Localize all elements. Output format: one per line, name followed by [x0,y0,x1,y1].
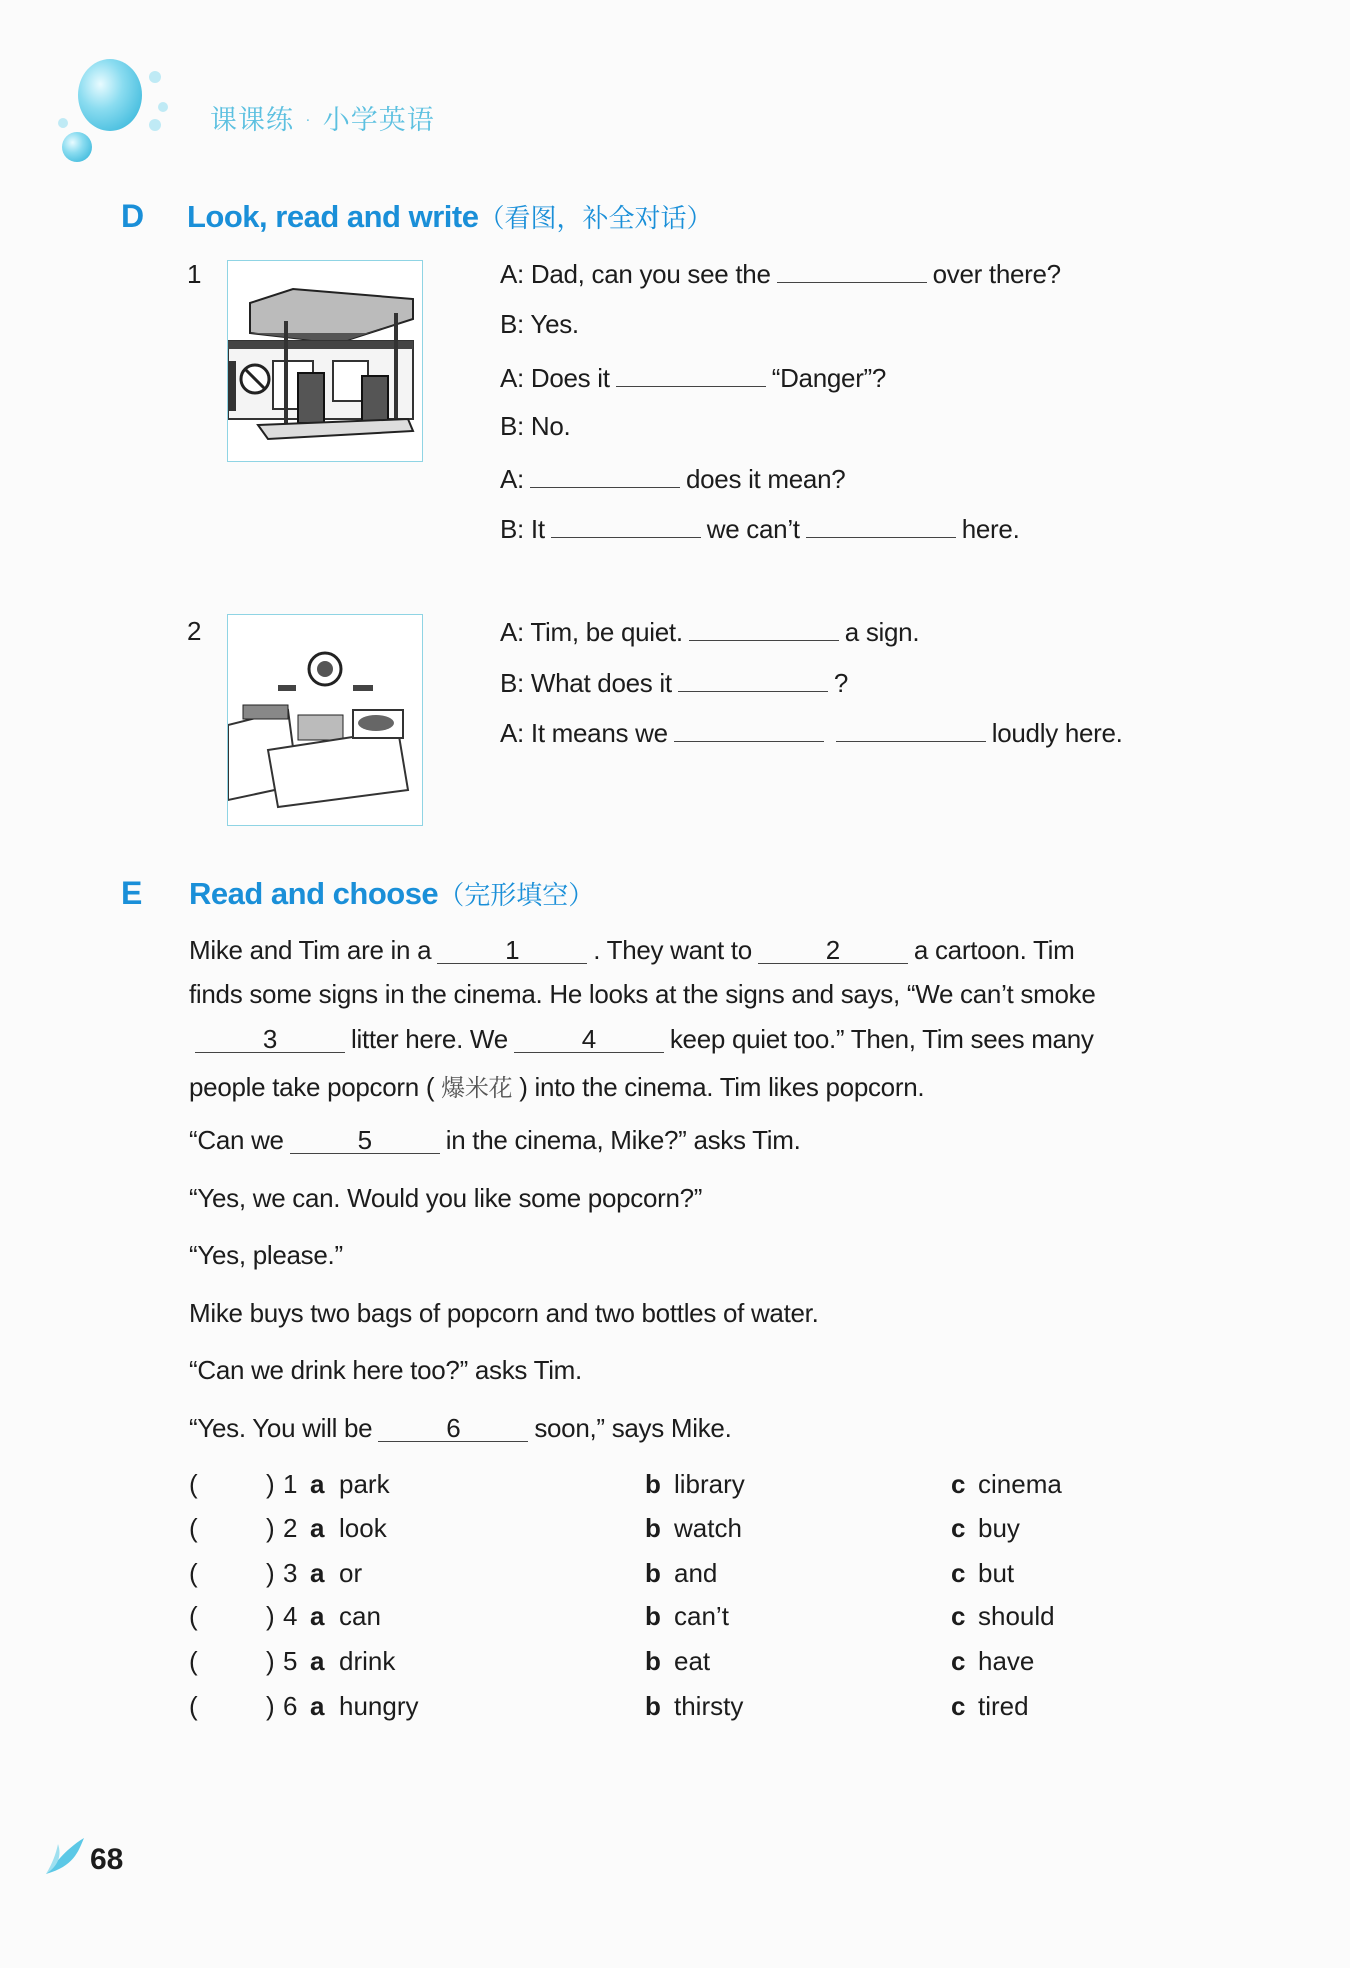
text-line [189,979,1095,1010]
answer-blank: 2 [758,937,908,964]
bubbles-logo-icon [55,55,185,170]
text-segment: loudly here. [991,718,1123,748]
section-d-subtitle: （看图，补全对话） [478,204,713,234]
text-line [189,1183,702,1214]
section-e-title: Read and choose [189,876,439,911]
section-e-heading [189,875,594,912]
section-d-letter: D [121,198,145,234]
answer-blank [616,360,766,387]
answer-blank [551,511,701,538]
answer-blank: 6 [378,1415,528,1442]
option-letter-c: c [951,1469,966,1499]
answer-blank [530,461,680,488]
option-c: but [978,1558,1015,1588]
option-c: should [978,1601,1055,1631]
option-b: watch [674,1513,742,1543]
answer-box[interactable] [200,1469,260,1497]
option-c: tired [978,1691,1029,1721]
answer-blank [674,715,824,742]
text-segment: B: What does it [500,668,672,698]
text-segment: B: Yes. [500,309,579,339]
answer-bracket-close: ) [266,1558,275,1588]
option-letter-c: c [951,1558,966,1588]
answer-bracket-open: ( [189,1691,198,1721]
text-segment: a cartoon. Tim [913,935,1075,965]
text-line [500,511,1020,545]
section-e-letter: E [121,875,143,911]
answer-box[interactable] [200,1646,260,1674]
answer-bracket-open: ( [189,1646,198,1676]
option-letter-a: a [310,1691,325,1721]
option-c: have [978,1646,1035,1676]
option-letter-a: a [310,1558,325,1588]
leaf-icon [44,1836,88,1876]
answer-blank: 5 [290,1127,440,1154]
answer-bracket-close: ) [266,1646,275,1676]
option-letter-c: c [951,1646,966,1676]
option-a: look [339,1513,387,1543]
ward-picture [227,614,423,826]
text-line [500,411,570,442]
option-letter-a: a [310,1646,325,1676]
text-segment: here. [961,514,1020,544]
answer-box[interactable] [200,1513,260,1541]
section-e-subtitle: （完形填空） [438,881,595,911]
text-segment: “Yes, we can. Would you like some popcorn?” [189,1183,703,1213]
text-segment: keep quiet too.” Then, Tim sees many [669,1024,1094,1054]
answer-blank: 1 [437,937,587,964]
option-a: or [339,1558,363,1588]
answer-blank [689,614,839,641]
option-letter-b: b [645,1646,661,1676]
text-segment: A: [500,464,524,494]
answer-bracket-open: ( [189,1558,198,1588]
text-line [189,1125,801,1156]
answer-blank [678,665,828,692]
answer-blank [806,511,956,538]
option-a: drink [339,1646,396,1676]
text-segment: “Can we drink here too?” asks Tim. [189,1355,582,1385]
text-line [189,1024,1094,1055]
answer-bracket-open: ( [189,1601,198,1631]
item-number: 2 [187,616,202,646]
option-a: park [339,1469,390,1499]
text-line [500,665,848,699]
text-line [500,715,1123,749]
option-letter-a: a [310,1469,325,1499]
text-segment: “Danger”? [771,363,887,393]
answer-blank [777,256,927,283]
text-segment: we can’t [706,514,800,544]
text-segment: over there? [932,259,1061,289]
answer-blank: 4 [514,1026,664,1053]
page-number: 68 [90,1843,124,1876]
text-line [189,1298,819,1329]
text-line [500,461,845,495]
text-segment: a sign. [844,617,920,647]
text-segment: “Can we [189,1125,284,1155]
option-c: buy [978,1513,1020,1543]
answer-blank: 3 [195,1026,345,1053]
text-segment: people take popcorn ( [189,1072,435,1102]
text-line [189,1413,732,1444]
item-number: 1 [187,259,202,289]
text-segment: A: Does it [500,363,610,393]
text-segment: Mike buys two bags of popcorn and two bottles of water. [189,1298,819,1328]
text-line [500,256,1061,290]
text-line [189,1240,343,1271]
option-b: can’t [674,1601,729,1631]
question-number: 6 [283,1691,298,1721]
question-number: 2 [283,1513,298,1543]
option-letter-b: b [645,1691,661,1721]
book-title: 课课练 · 小学英语 [210,105,435,136]
question-number: 3 [283,1558,298,1588]
text-segment: in the cinema, Mike?” asks Tim. [445,1125,801,1155]
answer-bracket-close: ) [266,1469,275,1499]
text-segment: B: No. [500,411,571,441]
option-letter-b: b [645,1558,661,1588]
option-letter-b: b [645,1601,661,1631]
text-segment: litter here. We [351,1024,508,1054]
text-segment: does it mean? [685,464,846,494]
option-letter-a: a [310,1513,325,1543]
option-letter-b: b [645,1513,661,1543]
text-segment: . They want to [593,935,752,965]
answer-box[interactable] [200,1601,260,1629]
text-segment: “Yes. You will be [189,1413,373,1443]
chinese-gloss: 爆米花 [441,1074,513,1102]
answer-bracket-open: ( [189,1469,198,1499]
answer-bracket-close: ) [266,1601,275,1631]
option-b: eat [674,1646,711,1676]
text-segment: Mike and Tim are in a [189,935,432,965]
option-c: cinema [978,1469,1062,1499]
answer-box[interactable] [200,1691,260,1719]
text-segment: ) into the cinema. Tim likes popcorn. [519,1072,925,1102]
option-letter-b: b [645,1469,661,1499]
text-line [500,360,886,394]
text-segment: ? [833,668,848,698]
answer-blank [836,715,986,742]
section-d-title: Look, read and write [187,199,479,234]
text-segment: B: It [500,514,545,544]
option-letter-c: c [951,1513,966,1543]
option-letter-c: c [951,1601,966,1631]
section-d-heading [187,198,712,235]
question-number: 5 [283,1646,298,1676]
text-segment: A: It means we [500,718,668,748]
option-letter-a: a [310,1601,325,1631]
option-letter-c: c [951,1691,966,1721]
option-b: thirsty [674,1691,744,1721]
option-a: hungry [339,1691,419,1721]
answer-bracket-close: ) [266,1513,275,1543]
gas-station-picture [227,260,423,462]
text-line [189,1068,924,1103]
text-segment: soon,” says Mike. [534,1413,732,1443]
text-segment: A: Tim, be quiet. [500,617,683,647]
question-number: 4 [283,1601,298,1631]
text-segment: finds some signs in the cinema. He looks at the signs and says, “We can’t smoke [189,979,1096,1009]
option-b: and [674,1558,718,1588]
option-a: can [339,1601,381,1631]
text-line [500,309,579,340]
answer-bracket-close: ) [266,1691,275,1721]
text-line [500,614,919,648]
text-line [189,1355,582,1386]
option-b: library [674,1469,745,1499]
question-number: 1 [283,1469,298,1499]
answer-bracket-open: ( [189,1513,198,1543]
text-segment: A: Dad, can you see the [500,259,771,289]
text-segment: “Yes, please.” [189,1240,343,1270]
text-line [189,935,1074,966]
answer-box[interactable] [200,1558,260,1586]
